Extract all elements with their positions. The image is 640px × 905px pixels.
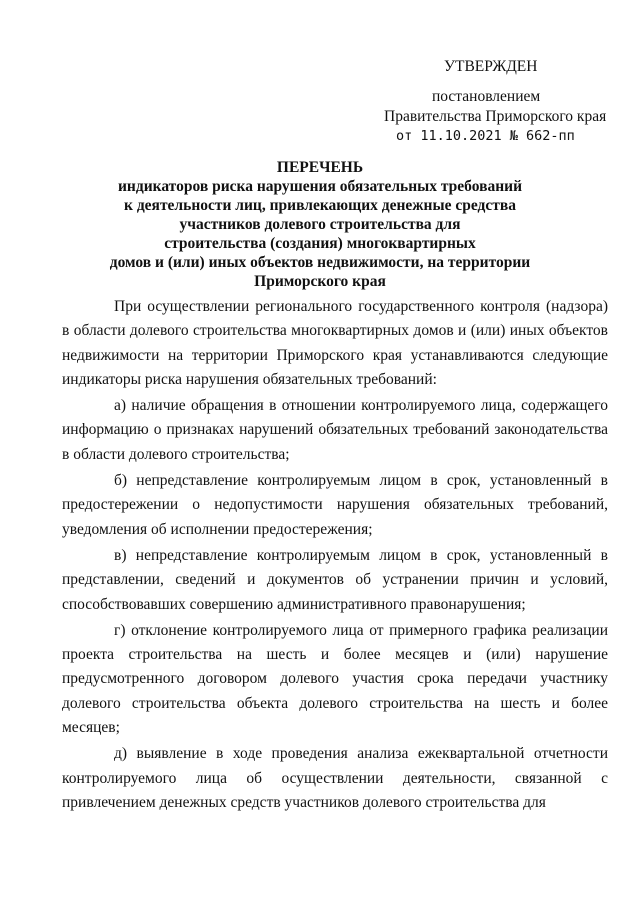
body-paragraph-intro: При осуществлении регионального государственного контроля (надзора) в области долевого строительства многоквартирных домов и (или) иных объектов недвижимости на территории Приморского края устанавливаются следующие индикаторы риска нарушения обязательных требований: bbox=[62, 298, 608, 388]
body-paragraph-v: в) непредставление контролируемым лицом в срок, установленный в представлении, сведений и документов об устранении причин и условий, способствовавших совершению административного правонарушения; bbox=[62, 546, 608, 613]
body-paragraph-b: б) непредставление контролируемым лицом в срок, установленный в предостережении о недопустимости нарушения обязательных требований, уведомления об исполнении предостережения; bbox=[62, 472, 608, 538]
body-paragraph-g: г) отклонение контролируемого лица от примерного графика реализации проекта строительства на шесть и более месяцев и (или) нарушение предусмотренного договором долевого участия срока передачи участнику долевого строительства объекта долевого строительства на шесть и более месяцев; bbox=[62, 621, 608, 737]
heading-line: строительства (создания) многоквартирных bbox=[164, 235, 476, 252]
approval-line-date-number: от 11.10.2021 № 662-пп bbox=[396, 128, 575, 144]
body-paragraph-a: а) наличие обращения в отношении контролируемого лица, содержащего информацию о признаках нарушений обязательных требований законодательства в области долевого строительства; bbox=[62, 397, 608, 463]
approval-line-government: Правительства Приморского края bbox=[384, 108, 607, 125]
heading-title: ПЕРЕЧЕНЬ bbox=[276, 159, 364, 176]
approval-line-resolution: постановлением bbox=[432, 88, 541, 105]
heading-line: участников долевого строительства для bbox=[179, 216, 461, 233]
document-body bbox=[62, 295, 608, 817]
body-paragraph-d: д) выявление в ходе проведения анализа ежеквартальной отчетности контролируемого лица об осуществлении деятельности, связанной с привлечением денежных средств участников долевого строительства для bbox=[62, 745, 608, 811]
heading-line: домов и (или) иных объектов недвижимости, на территории bbox=[109, 254, 531, 271]
heading-line: к деятельности лиц, привлекающих денежные средства bbox=[124, 197, 516, 214]
approval-title: УТВЕРЖДЕН bbox=[444, 58, 538, 75]
heading-line: Приморского края bbox=[254, 273, 386, 290]
heading-line: индикаторов риска нарушения обязательных требований bbox=[118, 178, 522, 195]
document-heading bbox=[100, 158, 540, 291]
